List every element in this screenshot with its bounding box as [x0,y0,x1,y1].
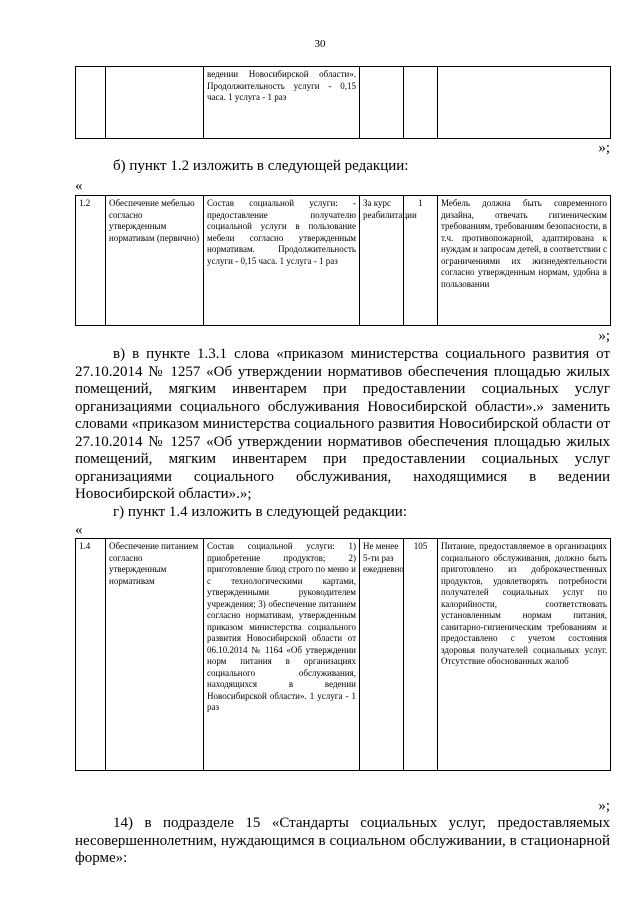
service-amount: 105 [404,539,438,771]
paragraph-b: б) пункт 1.2 изложить в следующей редакции: [113,158,409,174]
item-number: 1.2 [76,196,106,326]
opening-quote: « [75,522,83,538]
closing-quote: »; [598,140,610,156]
service-name: Обеспечение питанием согласно утвержденным нормативам [106,539,204,771]
content-cell: ведении Новосибирской области». Продолжительность услуги - 0,15 часа. 1 услуга - 1 раз [204,67,360,139]
paragraph-14: 14) в подразделе 15 «Стандарты социальных услуг, предоставляемых несовершеннолетним, нуждающимся в социальном обслуживании, в стационарной форме»: [75,815,610,866]
table-item-1-4 [75,538,611,771]
cell-empty [360,67,404,139]
cell-empty [106,67,204,139]
service-content: Состав социальной услуги: 1) приобретение продуктов; 2) приготовление блюд строго по меню и с технологическими картами, утвержденными руководителем учреждения; 3) обеспечение питанием согласно нормативам, утвержденным приказом министерства социального развития Новосибирской области от 06.10.2014 № 1164 «Об утверждении норм питания в организациях социального обслуживания, находящихся в ведении Новосибирской области». 1 услуга - 1 раз [204,539,360,771]
paragraph-g: г) пункт 1.4 изложить в следующей редакции: [113,504,407,520]
quality-indicators: Мебель должна быть современного дизайна, отвечать гигиеническим требованиям, требованиям безопасности, в т.ч. противопожарной, адаптирована к нуждам и запросам детей, в соответствии с ограничениями их жизнедеятельности согласно утвержденным нормам, удобна в пользовании [438,196,611,326]
table-row [76,539,611,771]
closing-quote: »; [598,798,610,814]
service-amount: 1 [404,196,438,326]
continued-table [75,66,611,139]
closing-quote: »; [598,328,610,344]
opening-quote: « [75,178,83,194]
service-content: Состав социальной услуги: - предоставление получателю социальной услуги в пользование мебели согласно утвержденным нормативам. Продолжительность услуги - 0,15 часа. 1 услуга - 1 раз [204,196,360,326]
cell-empty [76,67,106,139]
cell-empty [404,67,438,139]
quality-indicators: Питание, предоставляемое в организациях социального обслуживания, должно быть приготовлено из доброкачественных продуктов, удовлетворять потребности получателей социальных услуг по калорийности, соответствовать установленным нормам питания, санитарно-гигиеническим требованиям и предоставлено с учетом состояния здоровья получателей социальных услуг. Отсутствие обоснованных жалоб [438,539,611,771]
paragraph-v: в) в пункте 1.3.1 слова «приказом министерства социального развития от 27.10.2014 № 1257 «Об утверждении нормативов обеспечения площадью жилых помещений, мягким инвентарем при предоставлении социальных услуг организациями социального обслуживания Новосибирской области».» заменить словами «приказом министерства социального развития Новосибирской области от 27.10.2014 № 1257 «Об утверждении нормативов обеспечения площадью жилых помещений, мягким инвентарем при предоставлении социальных услуг организациями социального обслуживания, находящимися в ведении Новосибирской области».»; [75,346,610,502]
cell-empty [438,67,611,139]
service-term: За курс реабилитации [360,196,404,326]
item-number: 1.4 [76,539,106,771]
table-item-1-2 [75,195,611,326]
service-term: Не менее 5-ти раз ежедневно [360,539,404,771]
service-name: Обеспечение мебелью согласно утвержденным нормативам (первично) [106,196,204,326]
page-number: 30 [314,38,326,50]
table-row [76,196,611,326]
